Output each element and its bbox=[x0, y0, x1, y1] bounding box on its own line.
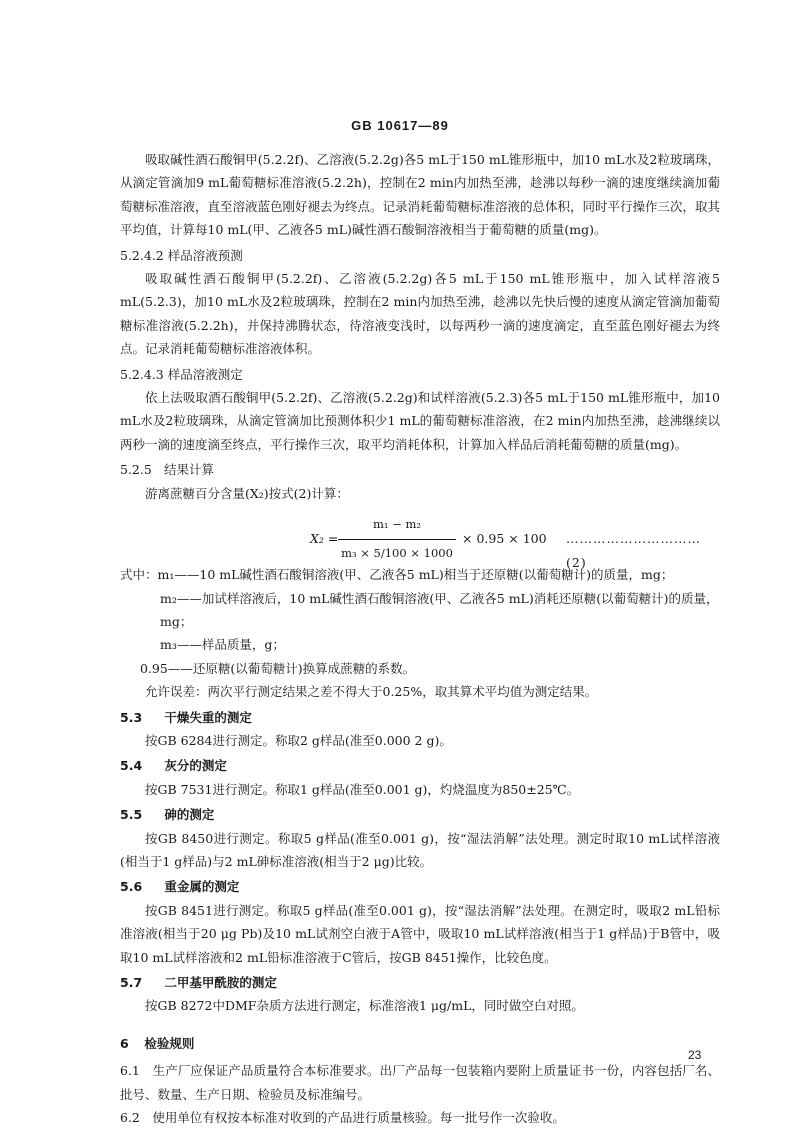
section-number: 5.6 bbox=[120, 879, 143, 895]
section-number: 5.2.4.2 bbox=[120, 247, 164, 263]
section-number: 5.5 bbox=[120, 807, 143, 823]
chapter-title: 检验规则 bbox=[144, 1035, 195, 1051]
paragraph: 吸取碱性酒石酸铜甲(5.2.2f)、乙溶液(5.2.2g)各5 mL于150 mL锥形瓶中，加10 mL水及2粒玻璃珠，从滴定管滴加9 mL葡萄糖标准溶液(5.2.2h)，控制在2 min内加热至沸，趁沸以每秒一滴的速度继续滴加葡萄糖标准溶液，直至溶液蓝色刚好褪去为终点。记录消耗葡萄糖标准溶液的总体积，同时平行操作三次，取其平均值，计算每10 mL(甲、乙液各5 mL)碱性酒石酸铜溶液相当于葡萄糖的质量(mg)。 bbox=[120, 152, 721, 238]
formula-numerator: m₁ − m₂ bbox=[373, 517, 421, 532]
section-title: 结果计算 bbox=[163, 462, 214, 478]
variable-definition: 0.95——还原糖(以葡萄糖计)换算成蔗糖的系数。 bbox=[140, 660, 416, 676]
section-title: 灰分的测定 bbox=[164, 758, 227, 774]
page-header: GB 10617—89 bbox=[351, 118, 449, 133]
paragraph: 依上法吸取酒石酸铜甲(5.2.2f)、乙溶液(5.2.2g)和试样溶液(5.2.3)各5 mL于150 mL锥形瓶中，加10 mL水及2粒玻璃珠，从滴定管滴加比预测体积少1 mL的葡萄糖标准溶液，在2 min内加热至沸，趁沸继续以两秒一滴的速度滴至终点，平行操作三次，取平均消耗体积，计算加入样品后消耗葡萄糖的质量(mg)。 bbox=[120, 390, 720, 452]
paragraph: 按GB 8272中DMF杂质方法进行测定，标准溶液1 μg/mL，同时做空白对照。 bbox=[145, 998, 584, 1014]
section-heading bbox=[120, 803, 720, 826]
page-number: 23 bbox=[688, 1048, 702, 1062]
formula-rest: × 0.95 × 100 bbox=[462, 531, 547, 547]
section-heading bbox=[120, 875, 720, 898]
fraction-bar bbox=[338, 539, 456, 540]
section-heading bbox=[120, 754, 720, 777]
section-number: 5.7 bbox=[120, 975, 143, 990]
section-heading bbox=[120, 971, 720, 994]
variable-definition: m₂——加试样溶液后，10 mL碱性酒石酸铜溶液(甲、乙液各5 mL)消耗还原糖(以葡萄糖计)的质量，mg； bbox=[160, 590, 719, 629]
paragraph: 按GB 6284进行测定。称取2 g样品(准至0.000 2 g)。 bbox=[145, 732, 452, 748]
paragraph: 游离蔗糖百分含量(X₂)按式(2)计算： bbox=[145, 485, 349, 501]
formula-fraction bbox=[338, 513, 456, 565]
chapter-number: 6 bbox=[120, 1035, 129, 1051]
section-title: 样品溶液测定 bbox=[167, 366, 243, 382]
section-number: 5.3 bbox=[120, 709, 143, 725]
section-title: 重金属的测定 bbox=[164, 879, 240, 895]
formula-lhs: X₂ = bbox=[310, 531, 339, 547]
section-heading bbox=[120, 363, 720, 386]
section-title: 砷的测定 bbox=[164, 807, 215, 823]
section-number: 5.2.5 bbox=[120, 462, 152, 478]
variable-definition: 式中：m₁——10 mL碱性酒石酸铜溶液(甲、乙液各5 mL)相当于还原糖(以葡萄糖计)的质量，mg； bbox=[120, 567, 674, 583]
formula-number: …………………………(2) bbox=[566, 531, 701, 570]
formula-denominator: m₃ × 5/100 × 1000 bbox=[341, 545, 453, 560]
chapter-heading bbox=[120, 1032, 720, 1055]
variable-definition: m₃——样品质量，g； bbox=[160, 637, 285, 653]
section-heading bbox=[120, 244, 720, 267]
paragraph: 允许误差：两次平行测定结果之差不得大于0.25%，取其算术平均值为测定结果。 bbox=[145, 684, 598, 700]
paragraph: 按GB 8450进行测定。称取5 g样品(准至0.001 g)，按“湿法消解”法处理。测定时取10 mL试样溶液(相当于1 g样品)与2 mL砷标准溶液(相当于2 μg)比较。 bbox=[120, 830, 720, 869]
section-number: 5.4 bbox=[120, 758, 143, 774]
section-heading bbox=[120, 458, 720, 481]
spacer bbox=[120, 1018, 720, 1030]
paragraph: 6.1 生产厂应保证产品质量符合本标准要求。出厂产品每一包装箱内要附上质量证书一份，内容包括厂名、批号、数量、生产日期、检验员及标准编号。 bbox=[120, 1063, 720, 1102]
paragraph: 6.2 使用单位有权按本标准对收到的产品进行质量核验。每一批号作一次验收。 bbox=[120, 1110, 565, 1126]
section-title: 样品溶液预测 bbox=[167, 247, 243, 263]
section-heading bbox=[120, 706, 720, 729]
section-title: 干燥失重的测定 bbox=[164, 709, 252, 725]
paragraph: 按GB 8451进行测定。称取5 g样品(准至0.001 g)，按“湿法消解”法处理。在测定时，吸取2 mL铅标准溶液(相当于20 μg Pb)及10 mL试剂空白液于A管中，吸取10 mL试样溶液(相当于1 g样品)于B管中，吸取10 mL试样溶液和2 mL铅标准溶液于C管后，按GB 8451操作，比较色度。 bbox=[120, 902, 720, 965]
page-content bbox=[120, 148, 720, 1129]
section-title: 二甲基甲酰胺的测定 bbox=[164, 975, 277, 990]
formula-2 bbox=[120, 513, 720, 570]
section-number: 5.2.4.3 bbox=[120, 366, 164, 382]
paragraph: 按GB 7531进行测定。称取1 g样品(准至0.001 g)，灼烧温度为850±25℃。 bbox=[145, 781, 580, 797]
paragraph: 吸取碱性酒石酸铜甲(5.2.2f)、乙溶液(5.2.2g)各5 mL于150 mL锥形瓶中，加入试样溶液5 mL(5.2.3)，加10 mL水及2粒玻璃珠，控制在2 min内加热至沸，趁沸以先快后慢的速度从滴定管滴加葡萄糖标准溶液(5.2.2h)，并保持沸腾状态，待溶液变浅时，以每两秒一滴的速度滴定，直至蓝色刚好褪去为终点。记录消耗葡萄糖标准溶液体积。 bbox=[120, 271, 720, 357]
